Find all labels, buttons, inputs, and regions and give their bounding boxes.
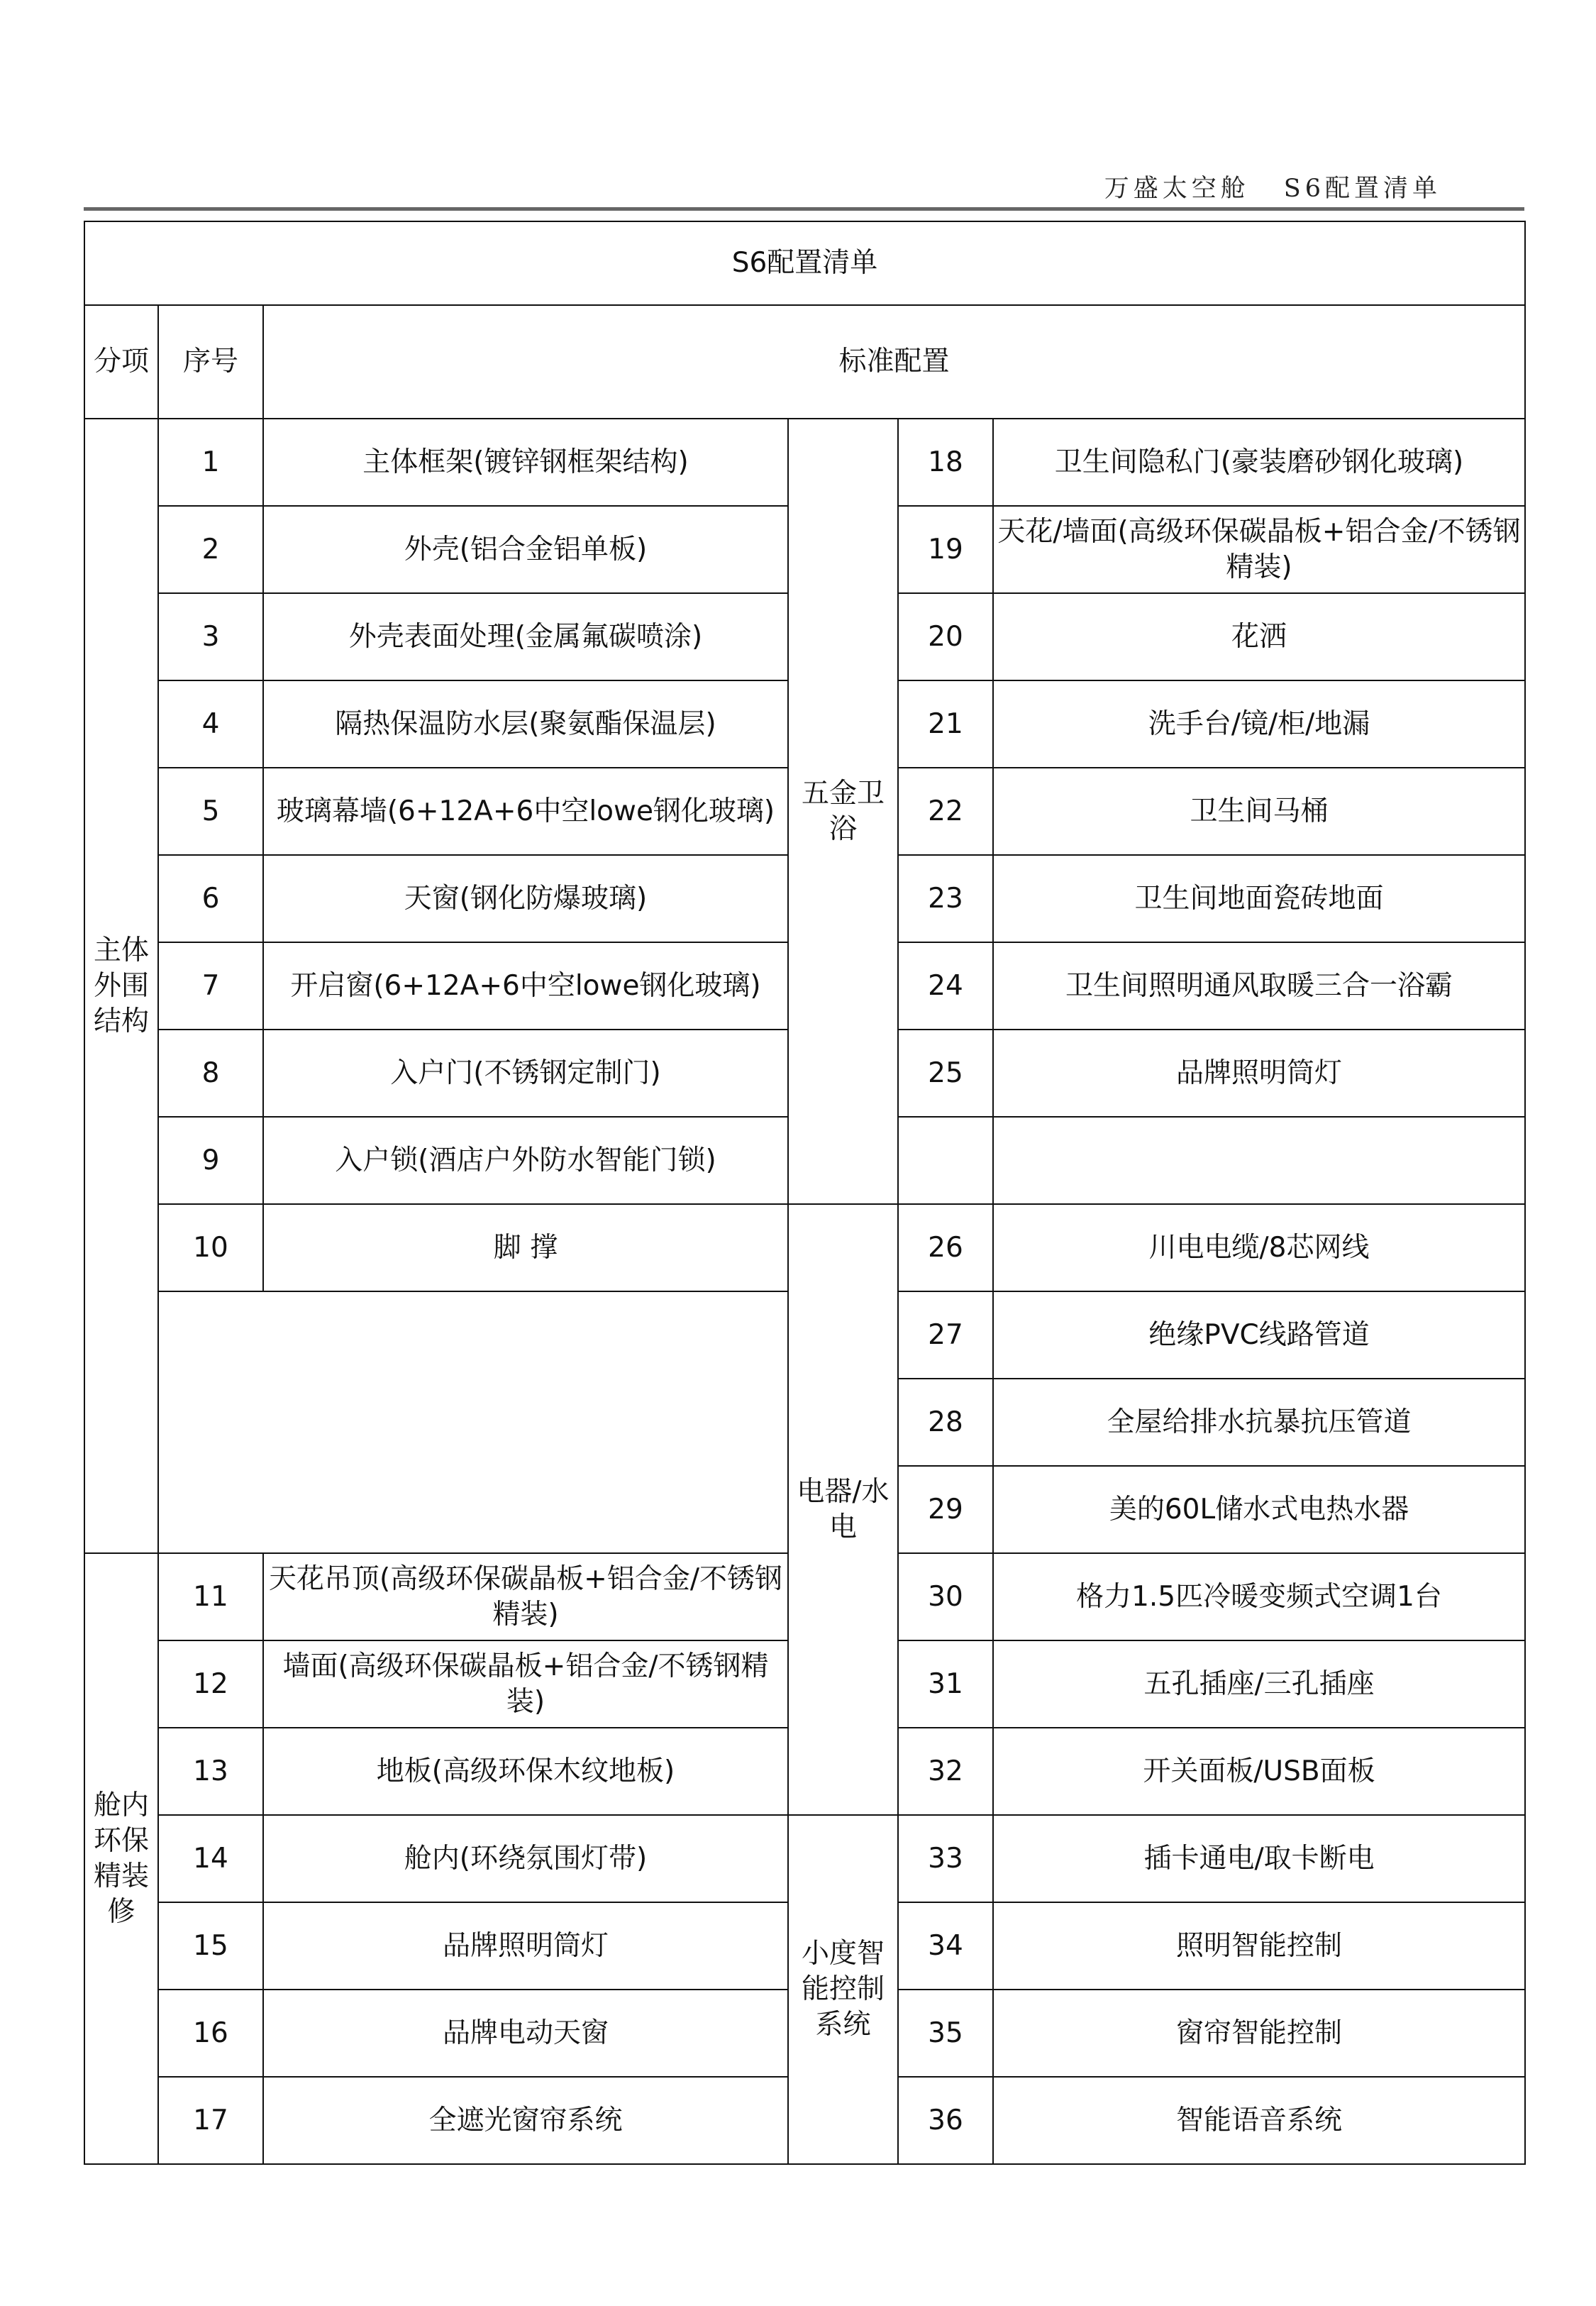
col-header-category: 分项 <box>84 305 158 419</box>
item-text: 卫生间照明通风取暖三合一浴霸 <box>993 942 1525 1030</box>
item-no: 25 <box>898 1030 993 1117</box>
item-text: 卫生间隐私门(豪装磨砂钢化玻璃) <box>993 419 1525 506</box>
item-no: 16 <box>158 1990 263 2077</box>
col-header-index: 序号 <box>158 305 263 419</box>
item-no: 29 <box>898 1466 993 1553</box>
category-bath-label: 五金卫 浴 <box>801 777 885 845</box>
category-electric-label: 电器/水 电 <box>797 1475 890 1543</box>
item-no: 15 <box>158 1902 263 1990</box>
item-no: 34 <box>898 1902 993 1990</box>
item-no: 1 <box>158 419 263 506</box>
item-text: 智能语音系统 <box>993 2077 1525 2164</box>
item-no: 13 <box>158 1728 263 1815</box>
item-no: 30 <box>898 1553 993 1640</box>
item-text: 五孔插座/三孔插座 <box>993 1640 1525 1728</box>
category-smart <box>788 1815 898 2164</box>
item-text: 窗帘智能控制 <box>993 1990 1525 2077</box>
item-no: 11 <box>158 1553 263 1640</box>
item-text: 隔热保温防水层(聚氨酯保温层) <box>263 680 788 768</box>
header-doc-title: S6配置清单 <box>1283 175 1441 203</box>
item-text: 天花吊顶(高级环保碳晶板+铝合金/不锈钢精装) <box>263 1553 788 1640</box>
item-text: 墙面(高级环保碳晶板+铝合金/不锈钢精装) <box>263 1640 788 1728</box>
category-electric <box>788 1204 898 1815</box>
item-text: 脚 撑 <box>263 1204 788 1291</box>
item-text: 美的60L储水式电热水器 <box>993 1466 1525 1553</box>
item-no: 18 <box>898 419 993 506</box>
item-no: 12 <box>158 1640 263 1728</box>
item-text: 品牌照明筒灯 <box>263 1902 788 1990</box>
item-text: 玻璃幕墙(6+12A+6中空lowe钢化玻璃) <box>263 768 788 855</box>
item-no: 7 <box>158 942 263 1030</box>
header-rule <box>84 207 1524 211</box>
item-no: 17 <box>158 2077 263 2164</box>
item-text: 川电电缆/8芯网线 <box>993 1204 1525 1291</box>
item-text: 天花/墙面(高级环保碳晶板+铝合金/不锈钢精装) <box>993 506 1525 593</box>
item-no: 4 <box>158 680 263 768</box>
item-text: 格力1.5匹冷暖变频式空调1台 <box>993 1553 1525 1640</box>
item-no: 9 <box>158 1117 263 1204</box>
item-text: 卫生间地面瓷砖地面 <box>993 855 1525 942</box>
item-text: 地板(高级环保木纹地板) <box>263 1728 788 1815</box>
header-company: 万盛太空舱 <box>1104 175 1250 203</box>
item-no: 35 <box>898 1990 993 2077</box>
category-interior <box>84 1553 158 2164</box>
item-text: 卫生间马桶 <box>993 768 1525 855</box>
item-no: 31 <box>898 1640 993 1728</box>
item-no: 24 <box>898 942 993 1030</box>
item-text: 全屋给排水抗暴抗压管道 <box>993 1379 1525 1466</box>
item-no: 21 <box>898 680 993 768</box>
category-interior-label: 舱内 环保 精装 修 <box>93 1789 149 1928</box>
config-table <box>84 221 1526 2165</box>
item-no: 28 <box>898 1379 993 1466</box>
col-header-config: 标准配置 <box>263 305 1525 419</box>
item-no: 6 <box>158 855 263 942</box>
item-no: 2 <box>158 506 263 593</box>
empty-cell <box>993 1117 1525 1204</box>
item-text: 舱内(环绕氛围灯带) <box>263 1815 788 1902</box>
item-no: 36 <box>898 2077 993 2164</box>
item-text: 主体框架(镀锌钢框架结构) <box>263 419 788 506</box>
item-text: 洗手台/镜/柜/地漏 <box>993 680 1525 768</box>
item-text: 天窗(钢化防爆玻璃) <box>263 855 788 942</box>
item-no: 26 <box>898 1204 993 1291</box>
item-no: 5 <box>158 768 263 855</box>
item-text: 外壳(铝合金铝单板) <box>263 506 788 593</box>
item-text: 花洒 <box>993 593 1525 680</box>
item-text: 入户锁(酒店户外防水智能门锁) <box>263 1117 788 1204</box>
category-smart-label: 小度智 能控制 系统 <box>801 1938 885 2041</box>
category-structure-label: 主体 外围 结构 <box>93 934 149 1037</box>
category-bath <box>788 419 898 1204</box>
item-no: 20 <box>898 593 993 680</box>
item-no: 32 <box>898 1728 993 1815</box>
item-no: 27 <box>898 1291 993 1379</box>
item-text: 照明智能控制 <box>993 1902 1525 1990</box>
item-text: 绝缘PVC线路管道 <box>993 1291 1525 1379</box>
item-text: 开关面板/USB面板 <box>993 1728 1525 1815</box>
item-no: 3 <box>158 593 263 680</box>
page-header <box>1104 169 1441 204</box>
item-text: 外壳表面处理(金属氟碳喷涂) <box>263 593 788 680</box>
empty-cell <box>898 1117 993 1204</box>
item-no: 14 <box>158 1815 263 1902</box>
item-no: 23 <box>898 855 993 942</box>
item-text: 入户门(不锈钢定制门) <box>263 1030 788 1117</box>
item-text: 品牌照明筒灯 <box>993 1030 1525 1117</box>
item-no: 8 <box>158 1030 263 1117</box>
empty-cell <box>158 1291 788 1553</box>
item-no: 19 <box>898 506 993 593</box>
item-text: 全遮光窗帘系统 <box>263 2077 788 2164</box>
item-no: 22 <box>898 768 993 855</box>
item-no: 10 <box>158 1204 263 1291</box>
table-title: S6配置清单 <box>84 221 1525 305</box>
category-structure <box>84 419 158 1553</box>
item-text: 插卡通电/取卡断电 <box>993 1815 1525 1902</box>
item-text: 开启窗(6+12A+6中空lowe钢化玻璃) <box>263 942 788 1030</box>
item-no: 33 <box>898 1815 993 1902</box>
item-text: 品牌电动天窗 <box>263 1990 788 2077</box>
